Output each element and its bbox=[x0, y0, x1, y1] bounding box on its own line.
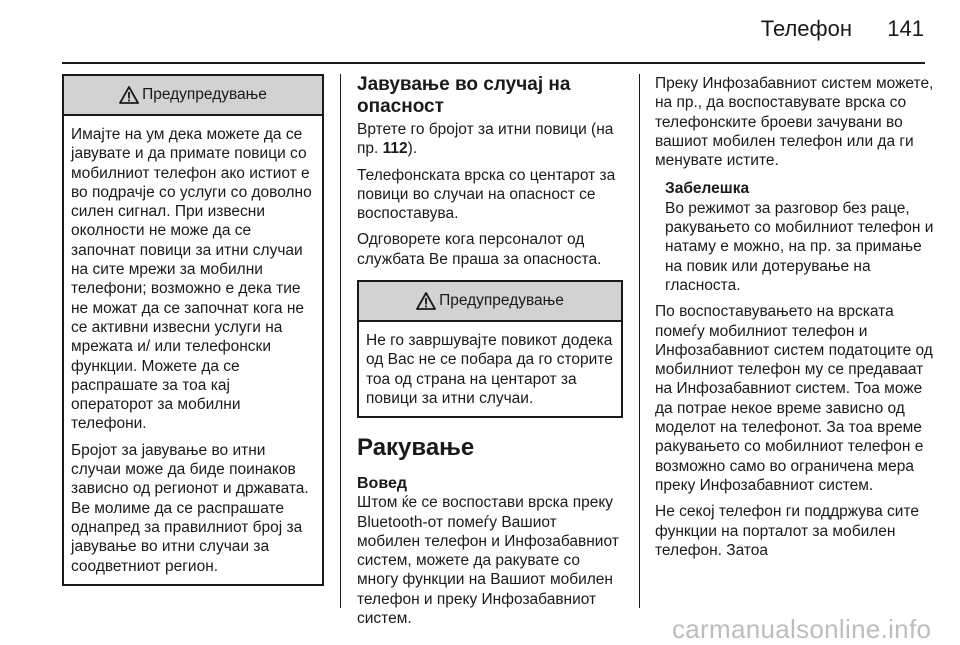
body-paragraph: Преку Инфозабавниот систем можете, на пр., да воспоставувате врска со телефонските броеви зачувани во вашиот мобилен телефон или да ги менувате истите. bbox=[655, 75, 934, 170]
right-column bbox=[655, 74, 941, 567]
note-block bbox=[665, 179, 941, 295]
warning-header bbox=[64, 76, 322, 116]
left-column bbox=[62, 74, 324, 586]
subsection-title: Вовед bbox=[357, 475, 408, 493]
emergency-number: 112 bbox=[382, 140, 408, 158]
text-run: ). bbox=[407, 140, 418, 158]
body-paragraph: Одговорете кога персоналот од службата Ве праша за опасноста. bbox=[357, 231, 602, 268]
body-paragraph: Штом ќе се воспостави врска преку Bluetooth-от помеѓу Вашиот мобилен телефон и Инфозабавниот систем, можете да ракувате со многу функции на Вашиот мобилен телефон и преку Инфозабавниот систем. bbox=[357, 494, 619, 628]
page-number: 141 bbox=[887, 16, 924, 41]
warning-title: Предупредување bbox=[439, 292, 564, 310]
warning-paragraph: Имајте на ум дека можете да се јавувате и да примате повици со мобилниот телефон ако истиот е во подрачје со услуги со доволно силен сигнал. При извесни околности не може да се започнат повици за итни случаи на сите мрежи за мобилни телефони; возможно е дека тие не можат да се започнат кога не се активни извесни услуги на мрежата и/ или телефонски функции. Можете да се распрашате за тоа кај операторот за мобилни телефони. bbox=[71, 126, 312, 433]
warning-body bbox=[64, 116, 322, 584]
body-paragraph: Не секој телефон ги поддржува сите функции на порталот за мобилен телефон. Затоа bbox=[655, 503, 919, 559]
warning-paragraph: Не го завршувајте повикот додека од Вас не се побара да го сторите тоа од страна на центарот за повици за итни случаи. bbox=[366, 332, 613, 407]
column-divider-2 bbox=[639, 74, 640, 608]
body-paragraph: По воспоставувањето на врската помеѓу мобилниот телефон и Инфозабавниот систем податоците од мобилниот телефон му се предаваат на Инфозабавниот систем. Тоа може да потрае некое време зависно од моделот на телефонот. За тоа време ракувањето со мобилниот телефон е возможно само во ограничена мера преку Инфозабавниот систем. bbox=[655, 303, 933, 494]
warning-paragraph: Бројот за јавување во итни случаи може да биде поинаков зависно од регионот и државата. Ве молиме да се распрашате однапред за правилниот број за јавување во итни случаи за соодветниот регион. bbox=[71, 441, 309, 575]
body-paragraph bbox=[357, 120, 623, 159]
section-heading-emergency: Јавување во случај на опасност bbox=[357, 74, 571, 117]
warning-body bbox=[359, 322, 621, 416]
warning-box bbox=[62, 74, 324, 586]
warning-triangle-icon bbox=[119, 86, 139, 104]
text-run: Вртете го бројот за итни повици (на пр. bbox=[357, 121, 614, 158]
page-header-title: Телефон bbox=[760, 16, 852, 41]
header-rule bbox=[62, 62, 925, 64]
warning-box bbox=[357, 280, 623, 418]
warning-title: Предупредување bbox=[142, 86, 267, 104]
watermark: carmanualsonline.info bbox=[672, 614, 932, 644]
middle-column bbox=[357, 74, 623, 635]
column-divider-1 bbox=[340, 74, 341, 608]
warning-triangle-icon bbox=[416, 292, 436, 310]
note-label: Забелешка bbox=[665, 180, 750, 198]
section-title: Ракување bbox=[357, 434, 475, 462]
note-text: Во режимот за разговор без раце, ракувањето со мобилниот телефон и натаму е можно, на пр. за примање на повик или дотерување на гласноста. bbox=[665, 199, 934, 294]
warning-header bbox=[359, 282, 621, 322]
body-paragraph: Телефонската врска со центарот за повици во случаи на опасност се воспоставува. bbox=[357, 166, 616, 223]
